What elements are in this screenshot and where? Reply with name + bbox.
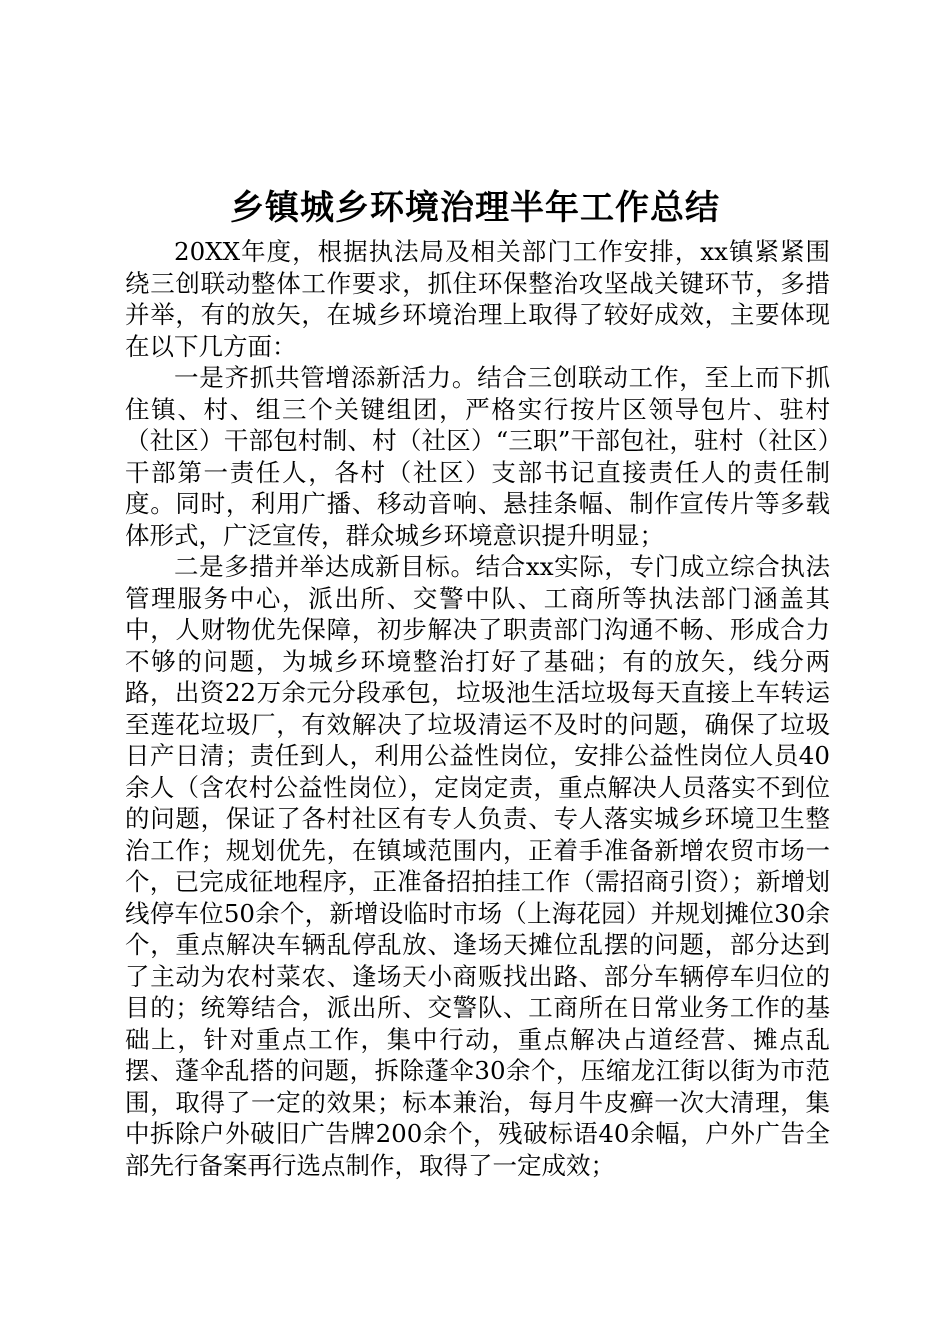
document-title: 乡镇城乡环境治理半年工作总结 (230, 188, 720, 228)
paragraph-intro: 20XX年度，根据执法局及相关部门工作安排，xx镇紧紧围绕三创联动整体工作要求，抓住环保整治攻坚战关键环节，多措并举，有的放矢，在城乡环境治理上取得了较好成效，主要体现在以下几方面： (125, 237, 830, 361)
paragraph-point-two: 二是多措并举达成新目标。结合xx实际，专门成立综合执法管理服务中心，派出所、交警中队、工商所等执法部门涵盖其中，人财物优先保障，初步解决了职责部门沟通不畅、形成合力不够的问题，为城乡环境整治打好了基础；有的放矢，线分两路，出资22万余元分段承包，垃圾池生活垃圾每天直接上车转运至莲花垃圾厂，有效解决了垃圾清运不及时的问题，确保了垃圾日产日清；责任到人，利用公益性岗位，安排公益性岗位人员40余人（含农村公益性岗位），定岗定责，重点解决人员落实不到位的问题，保证了各村社区有专人负责、专人落实城乡环境卫生整治工作；规划优先，在镇域范围内，正着手准备新增农贸市场一个，已完成征地程序，正准备招拍挂工作（需招商引资）；新增划线停车位50余个，新增设临时市场（上海花园）并规划摊位30余个，重点解决车辆乱停乱放、逢场天摊位乱摆的问题，部分达到了主动为农村菜农、逢场天小商贩找出路、部分车辆停车归位的目的；统筹结合，派出所、交警队、工商所在日常业务工作的基础上，针对重点工作，集中行动，重点解决占道经营、摊点乱摆、蓬伞乱搭的问题，拆除蓬伞30余个，压缩龙江街以街为市范围，取得了一定的效果；标本兼治，每月牛皮癣一次大清理，集中拆除户外破旧广告牌200余个，残破标语40余幅，户外广告全部先行备案再行选点制作，取得了一定成效； (125, 552, 830, 1180)
paragraph-point-one: 一是齐抓共管增添新活力。结合三创联动工作，至上而下抓住镇、村、组三个关键组团，严格实行按片区领导包片、驻村（社区）干部包村制、村（社区）“三职”干部包社，驻村（社区）干部第一责任人，各村（社区）支部书记直接责任人的责任制度。同时，利用广播、移动音响、悬挂条幅、制作宣传片等多载体形式，广泛宣传，群众城乡环境意识提升明显； (125, 363, 830, 550)
document-body (125, 236, 830, 1181)
